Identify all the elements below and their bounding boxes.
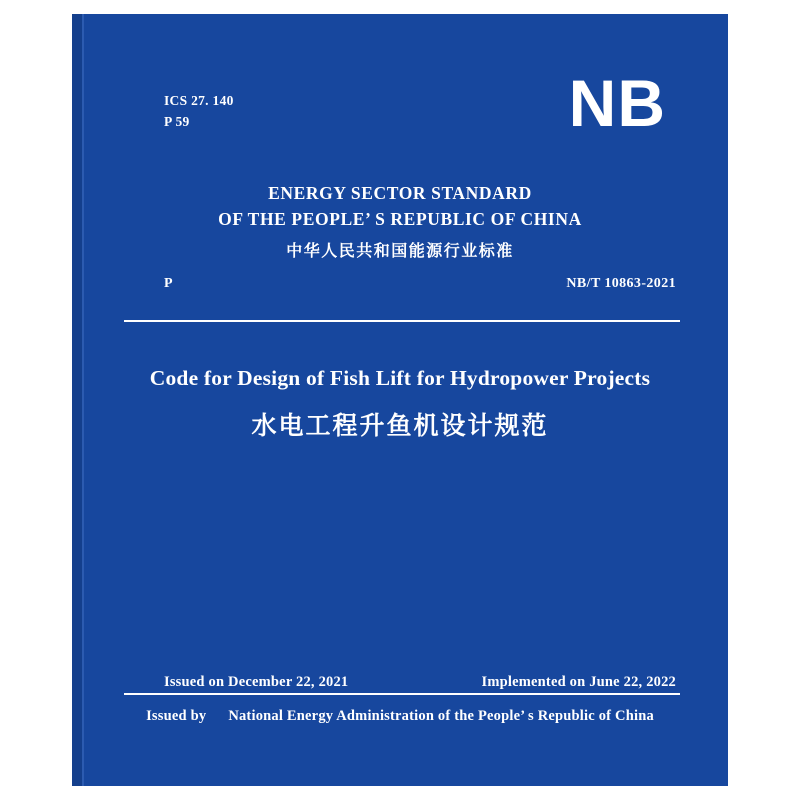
standard-cover bbox=[72, 14, 728, 786]
standard-title-en-line2: OF THE PEOPLE’ S REPUBLIC OF CHINA bbox=[218, 209, 582, 229]
dates-row bbox=[164, 674, 676, 691]
classification-code: P 59 bbox=[164, 114, 190, 129]
category-code: P bbox=[164, 276, 173, 291]
issued-by-row bbox=[72, 708, 728, 725]
document-title-cn: 水电工程升鱼机设计规范 bbox=[251, 411, 549, 440]
standard-title-block bbox=[72, 180, 728, 266]
cover-spine-highlight bbox=[82, 14, 84, 786]
implemented-on-date: Implemented on June 22, 2022 bbox=[481, 674, 676, 690]
divider-top bbox=[124, 320, 680, 322]
standard-title-cn: 中华人民共和国能源行业标准 bbox=[286, 241, 514, 260]
cover-spine bbox=[72, 14, 82, 786]
divider-bottom bbox=[124, 693, 680, 695]
code-row bbox=[164, 276, 676, 292]
standard-number: NB/T 10863-2021 bbox=[566, 276, 676, 291]
standard-title-en-line1: ENERGY SECTOR STANDARD bbox=[268, 183, 532, 203]
issuing-authority: National Energy Administration of the People’ s Republic of China bbox=[228, 708, 654, 724]
issued-by-label: Issued by bbox=[146, 708, 207, 724]
ics-block bbox=[164, 90, 234, 132]
nb-logo: NB bbox=[568, 66, 666, 140]
issued-on-date: Issued on December 22, 2021 bbox=[164, 674, 349, 690]
ics-number: ICS 27. 140 bbox=[164, 93, 234, 108]
document-title-en: Code for Design of Fish Lift for Hydropower Projects bbox=[149, 366, 651, 390]
